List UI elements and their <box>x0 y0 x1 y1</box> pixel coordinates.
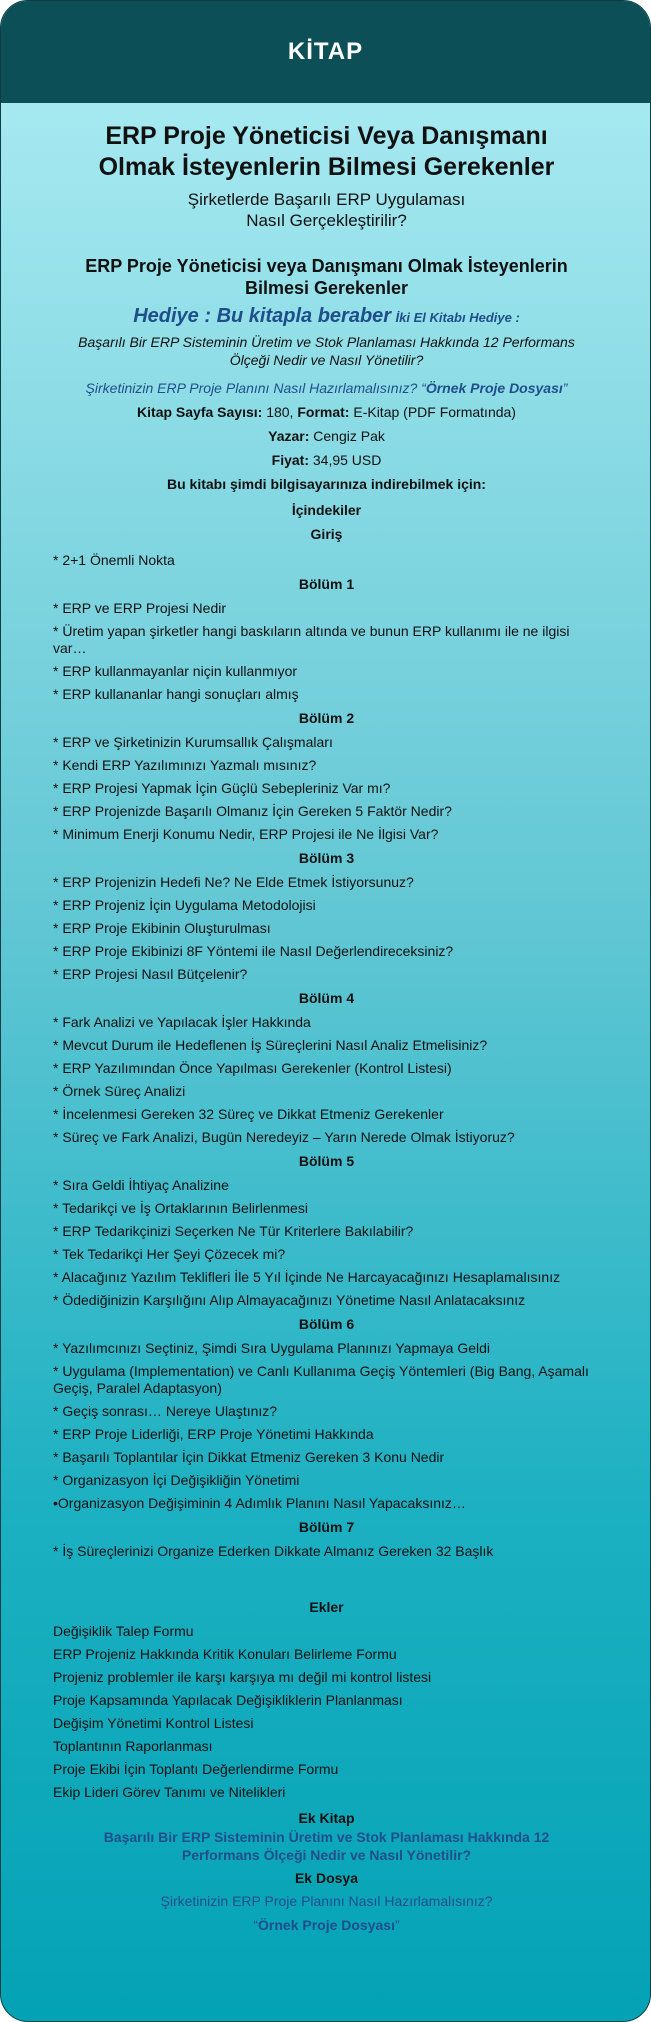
list-item: * ERP Projenizde Başarılı Olmanız İçin Gereken 5 Faktör Nedir? <box>53 803 452 819</box>
intro-heading: Giriş <box>310 526 343 542</box>
list-item: •Organizasyon Değişiminin 4 Adımlık Planını Nasıl Yapacaksınız… <box>53 1495 466 1511</box>
list-item: * Alacağınız Yazılım Teklifleri İle 5 Yıl İçinde Ne Harcayacağınızı Hesaplamalısınız <box>53 1269 561 1285</box>
list-item: * ERP ve ERP Projesi Nedir <box>53 600 226 616</box>
gift-description-line2: Ölçeği Nedir ve Nasıl Yönetilir? <box>229 352 424 368</box>
format-value: E-Kitap (PDF Formatında) <box>349 404 516 420</box>
list-item: * ERP Proje Ekibinin Oluşturulması <box>53 920 271 936</box>
book-heading2 <box>53 255 600 299</box>
list-item: * Organizasyon İçi Değişikliğin Yönetimi <box>53 1472 300 1488</box>
price-label: Fiyat: <box>271 452 309 468</box>
list-item: * ERP Proje Ekibinizi 8F Yöntemi ile Nasıl Değerlendireceksiniz? <box>53 943 454 959</box>
appendix-item: Değişim Yönetimi Kontrol Listesi <box>53 1715 254 1731</box>
book-subtitle-line1: Şirketlerde Başarılı ERP Uygulaması <box>187 190 466 209</box>
list-item: * Ödediğinizin Karşılığını Alıp Almayacağınızı Yönetime Nasıl Anlatacaksınız <box>53 1292 526 1308</box>
section-heading: Bölüm 4 <box>298 990 355 1006</box>
extra-file-quote-close: ” <box>394 1917 400 1933</box>
list-item: * İncelenmesi Gereken 32 Süreç ve Dikkat Etmeniz Gerekenler <box>53 1106 444 1122</box>
list-item: * ERP kullanmayanlar niçin kullanmıyor <box>53 663 298 679</box>
pages-value: 180, <box>262 404 298 420</box>
section-heading: Bölüm 1 <box>298 576 355 592</box>
section-heading: Bölüm 2 <box>298 710 355 726</box>
list-item: * ERP Projeniz İçin Uygulama Metodolojisi <box>53 897 316 913</box>
section-heading: Bölüm 3 <box>298 850 355 866</box>
list-item: * Geçiş sonrası… Nereye Ulaştınız? <box>53 1403 278 1419</box>
intro-list <box>53 552 600 569</box>
extra-file-quote-open: “ <box>253 1917 259 1933</box>
appendix-list <box>53 1623 600 1801</box>
page-format-info <box>53 403 600 421</box>
extra-book-heading: Ek Kitap <box>298 1810 355 1826</box>
list-item: * ERP Proje Liderliği, ERP Proje Yönetimi Hakkında <box>53 1426 374 1442</box>
page-header <box>1 1 650 103</box>
list-item: * Minimum Enerji Konumu Nedir, ERP Projesi ile Ne İlgisi Var? <box>53 826 439 842</box>
list-item: * ERP Projenizin Hedefi Ne? Ne Elde Etmek İstiyorsunuz? <box>53 874 414 890</box>
extra-file-heading: Ek Dosya <box>294 1870 359 1886</box>
project-plan-text: Şirketinizin ERP Proje Planını Nasıl Hazırlamalısınız? “ <box>85 380 426 396</box>
header-title: KİTAP <box>287 38 364 65</box>
book-title <box>53 121 600 183</box>
list-item: * Tek Tedarikçi Her Şeyi Çözecek mi? <box>53 1246 286 1262</box>
project-plan-bold: Örnek Proje Dosyası <box>425 380 563 396</box>
download-prompt: Bu kitabı şimdi bilgisayarınıza indirebilmek için: <box>167 476 486 492</box>
toc-heading: İçindekiler <box>291 502 362 518</box>
book-title-line1: ERP Proje Yöneticisi Veya Danışmanı <box>105 122 548 150</box>
extra-book-title <box>53 1828 600 1864</box>
extra-book-title-line2: Performans Ölçeği Nedir ve Nasıl Yönetilir? <box>181 1847 472 1863</box>
book-subtitle-line2: Nasıl Gerçekleştirilir? <box>246 211 407 230</box>
list-item: * Yazılımcınızı Seçtiniz, Şimdi Sıra Uygulama Planınızı Yapmaya Geldi <box>53 1340 491 1356</box>
gift-heading: Hediye : Bu kitapla beraber <box>133 305 392 327</box>
list-item: * ERP ve Şirketinizin Kurumsallık Çalışmaları <box>53 734 333 750</box>
gift-subheading: İki El Kitabı Hediye : <box>395 310 520 325</box>
list-item: * Başarılı Toplantılar İçin Dikkat Etmeniz Gereken 3 Konu Nedir <box>53 1449 445 1465</box>
extra-file-bold: Örnek Proje Dosyası <box>258 1917 395 1933</box>
appendix-item: Proje Kapsamında Yapılacak Değişikliklerin Planlanması <box>53 1692 403 1708</box>
appendix-heading: Ekler <box>309 1599 344 1615</box>
section-heading: Bölüm 6 <box>298 1316 355 1332</box>
list-item: * İş Süreçlerinizi Organize Ederken Dikkate Almanız Gereken 32 Başlık <box>53 1543 494 1559</box>
list-item: * Süreç ve Fark Analizi, Bugün Neredeyiz – Yarın Nerede Olmak İstiyoruz? <box>53 1129 515 1145</box>
book-heading2-line2: Bilmesi Gerekenler <box>244 278 409 298</box>
list-item: * ERP Projesi Nasıl Bütçelenir? <box>53 966 248 982</box>
appendix-item: Projeniz problemler ile karşı karşıya mı değil mi kontrol listesi <box>53 1669 432 1685</box>
list-item: * ERP Projesi Yapmak İçin Güçlü Sebepleriniz Var mı? <box>53 780 391 796</box>
gift-description-line1: Başarılı Bir ERP Sisteminin Üretim ve Stok Planlaması Hakkında 12 Performans <box>78 334 575 350</box>
section-heading: Bölüm 7 <box>298 1519 355 1535</box>
author-value: Cengiz Pak <box>309 428 385 444</box>
toc-sections <box>53 575 600 1560</box>
appendix-item: ERP Projeniz Hakkında Kritik Konuları Belirleme Formu <box>53 1646 397 1662</box>
format-label: Format: <box>297 404 350 420</box>
list-item: * ERP Yazılımından Önce Yapılması Gerekenler (Kontrol Listesi) <box>53 1060 452 1076</box>
appendix-item: Değişiklik Talep Formu <box>53 1623 194 1639</box>
appendix-item: Proje Ekibi İçin Toplantı Değerlendirme Formu <box>53 1761 339 1777</box>
project-plan-note <box>53 379 600 397</box>
project-plan-end: ” <box>562 380 568 396</box>
book-subtitle <box>53 189 600 231</box>
price-info <box>53 451 600 469</box>
book-content <box>1 103 650 1934</box>
book-heading2-line1: ERP Proje Yöneticisi veya Danışmanı Olmak İsteyenlerin <box>85 256 568 276</box>
section-heading: Bölüm 5 <box>298 1153 355 1169</box>
list-item: * ERP Tedarikçinizi Seçerken Ne Tür Kriterlere Bakılabilir? <box>53 1223 414 1239</box>
appendix-item: Ekip Lideri Görev Tanımı ve Nitelikleri <box>53 1784 286 1800</box>
list-item: * Üretim yapan şirketler hangi baskıların altında ve bunun ERP kullanımı ile ne ilgisi var… <box>53 623 570 656</box>
author-info <box>53 427 600 445</box>
appendix-item: Toplantının Raporlanması <box>53 1738 213 1754</box>
list-item: * Örnek Süreç Analizi <box>53 1083 186 1099</box>
extra-file-line1: Şirketinizin ERP Proje Planını Nasıl Hazırlamalısınız? <box>160 1893 493 1909</box>
book-title-line2: Olmak İsteyenlerin Bilmesi Gerekenler <box>98 153 555 181</box>
list-item: * Sıra Geldi İhtiyaç Analizine <box>53 1177 229 1193</box>
list-item: * Uygulama (Implementation) ve Canlı Kullanıma Geçiş Yöntemleri (Big Bang, Aşamalı Geçiş, Paralel Adaptasyon) <box>53 1363 589 1396</box>
price-value: 34,95 USD <box>308 452 382 468</box>
gift-description <box>53 333 600 369</box>
list-item: * Mevcut Durum ile Hedeflenen İş Süreçlerini Nasıl Analiz Etmelisiniz? <box>53 1037 488 1053</box>
author-label: Yazar: <box>268 428 310 444</box>
pages-label: Kitap Sayfa Sayısı: <box>137 404 263 420</box>
list-item: * ERP kullananlar hangi sonuçları almış <box>53 686 299 702</box>
extra-book-title-line1: Başarılı Bir ERP Sisteminin Üretim ve Stok Planlaması Hakkında 12 <box>103 1829 550 1845</box>
list-item: * Kendi ERP Yazılımınızı Yazmalı mısınız? <box>53 757 317 773</box>
list-item: * Fark Analizi ve Yapılacak İşler Hakkında <box>53 1014 311 1030</box>
list-item: * 2+1 Önemli Nokta <box>53 552 175 568</box>
gift-banner <box>53 303 600 331</box>
extra-file-line2 <box>53 1916 600 1934</box>
list-item: * Tedarikçi ve İş Ortaklarının Belirlenmesi <box>53 1200 308 1216</box>
